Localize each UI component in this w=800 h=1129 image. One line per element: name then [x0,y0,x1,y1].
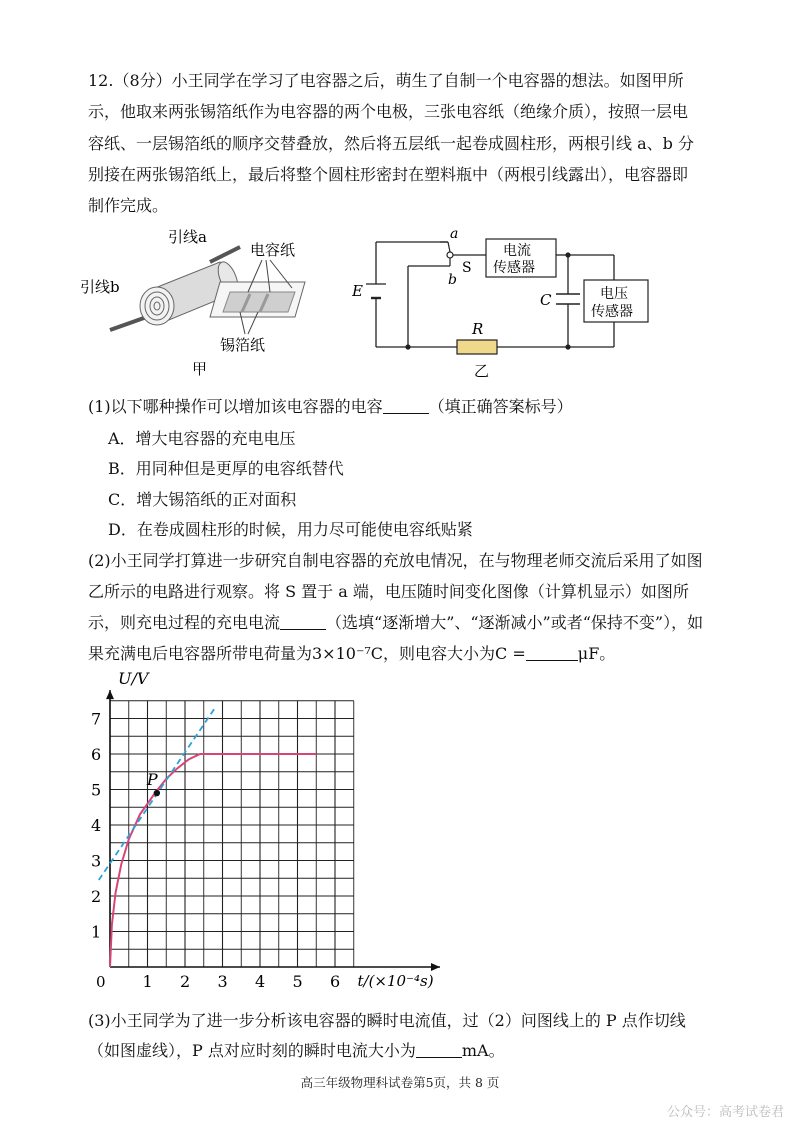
part1-stem-text: (1)以下哪种操作可以增加该电容器的电容 [88,397,383,416]
y-axis-label: U/V [118,669,149,688]
caption-jia: 甲 [192,360,208,378]
label-C: C [540,291,552,309]
part3-current-blank [416,1041,462,1058]
part1-stem-tail: （填正确答案标号） [428,397,573,416]
option-d: D．在卷成圆柱形的时候，用力尽可能使电容纸贴紧 [108,520,473,539]
label-foil: 锡箔纸 [220,336,266,354]
x-tick-label: 1 [142,972,153,991]
q12-line-1: 12.（8分）小王同学在学习了电容器之后，萌生了自制一个电容器的想法。如图甲所 [88,71,684,90]
part3-line-2 [88,1038,505,1061]
label-cap-paper: 电容纸 [250,241,296,259]
label-R: R [472,320,484,338]
part3-line-2b: mA。 [461,1041,505,1060]
label-lead-b: 引线b [80,278,120,296]
part1-stem [88,394,573,417]
figure-jia [80,222,340,382]
part2-line-3a: 示，则充电过程的充电电流 [88,613,281,632]
label-b: b [448,272,457,288]
part2-line-4 [88,641,615,664]
part2-line-1: (2)小王同学打算进一步研究自制电容器的充放电情况，在与物理老师交流后采用了如图 [88,551,703,570]
watermark: 公众号：高考试卷君 [666,1105,784,1120]
switch-contact-a [448,242,450,252]
graph-axes [106,690,440,971]
part3-line-2a: （如图虚线），P 点对应时刻的瞬时电流大小为 [88,1041,416,1060]
x-tick-label: 5 [292,972,303,991]
x-tick-label: 4 [255,972,266,991]
x-tick-label: 6 [330,972,341,991]
voltage-sensor-label-1: 电压 [600,286,628,302]
y-axis-arrow [106,690,114,699]
caption-yi: 乙 [474,362,490,380]
x-axis-label: t/(×10⁻⁴s) [357,972,434,990]
graph-curves [99,708,316,967]
q12-line-5: 制作完成。 [88,196,169,215]
spiral-end [140,287,174,325]
option-a: A．增大电容器的充电电压 [108,429,296,448]
current-sensor-label-2: 传感器 [493,260,535,276]
y-tick-label: 6 [91,745,102,764]
resistor-R [457,340,497,354]
part2-capacitance-blank [526,644,578,661]
point-p [154,790,160,796]
part3-line-1: (3)小王同学为了进一步分析该电容器的瞬时电流值，过（2）问图线上的 P 点作切线 [88,1011,686,1030]
current-sensor-label-1: 电流 [503,243,531,259]
label-S: S [462,260,472,276]
part1-answer-blank [383,397,429,414]
y-tick-label: 2 [91,887,102,906]
x-axis-arrow [431,963,440,971]
point-p-label: P [146,770,158,790]
switch-pivot [447,252,453,258]
part2-line-4b: μF。 [577,644,616,663]
voltage-time-graph [80,662,460,992]
lead-a-wire [210,247,240,262]
option-b: B．用同种但是更厚的电容纸替代 [108,459,344,478]
origin-label: 0 [96,973,106,991]
label-E: E [352,282,363,300]
graph-grid [110,701,354,967]
y-tick-label: 1 [91,922,102,942]
y-tick-label: 4 [91,816,102,835]
figure-yi [352,222,672,382]
foil-sheet [223,292,295,312]
page-footer: 高三年级物理科试卷第5页，共 8 页 [300,1075,500,1090]
y-tick-label: 3 [91,851,102,871]
part2-line-2: 乙所示的电路进行观察。将 S 置于 a 端，电压随时间变化图像（计算机显示）如图所 [88,582,689,601]
option-c: C．增大锡箔纸的正对面积 [108,490,297,509]
q12-line-3: 容纸、一层锡箔纸的顺序交替叠放，然后将五层纸一起卷成圆柱形，两根引线 a、b 分 [88,134,694,153]
part2-line-4a: 果充满电后电容器所带电荷量为3×10⁻⁷C，则电容大小为C = [88,644,526,663]
y-tick-label: 7 [91,709,102,729]
x-tick-label: 3 [217,972,228,991]
part2-current-blank [280,613,326,630]
part2-line-3b: （选填“逐渐增大”、“逐渐减小”或者“保持不变”），如 [326,613,704,632]
voltage-sensor-label-2: 传感器 [591,304,633,320]
label-lead-a: 引线a [168,228,207,246]
y-tick-label: 5 [91,780,102,800]
label-a: a [450,226,459,242]
part2-line-3 [88,610,703,633]
x-tick-label: 2 [180,972,191,991]
q12-line-4: 别接在两张锡箔纸上，最后将整个圆柱形密封在塑料瓶中（两根引线露出），电容器即 [88,165,689,184]
q12-line-2: 示，他取来两张锡箔纸作为电容器的两个电极，三张电容纸（绝缘介质），按照一层电 [88,102,689,121]
